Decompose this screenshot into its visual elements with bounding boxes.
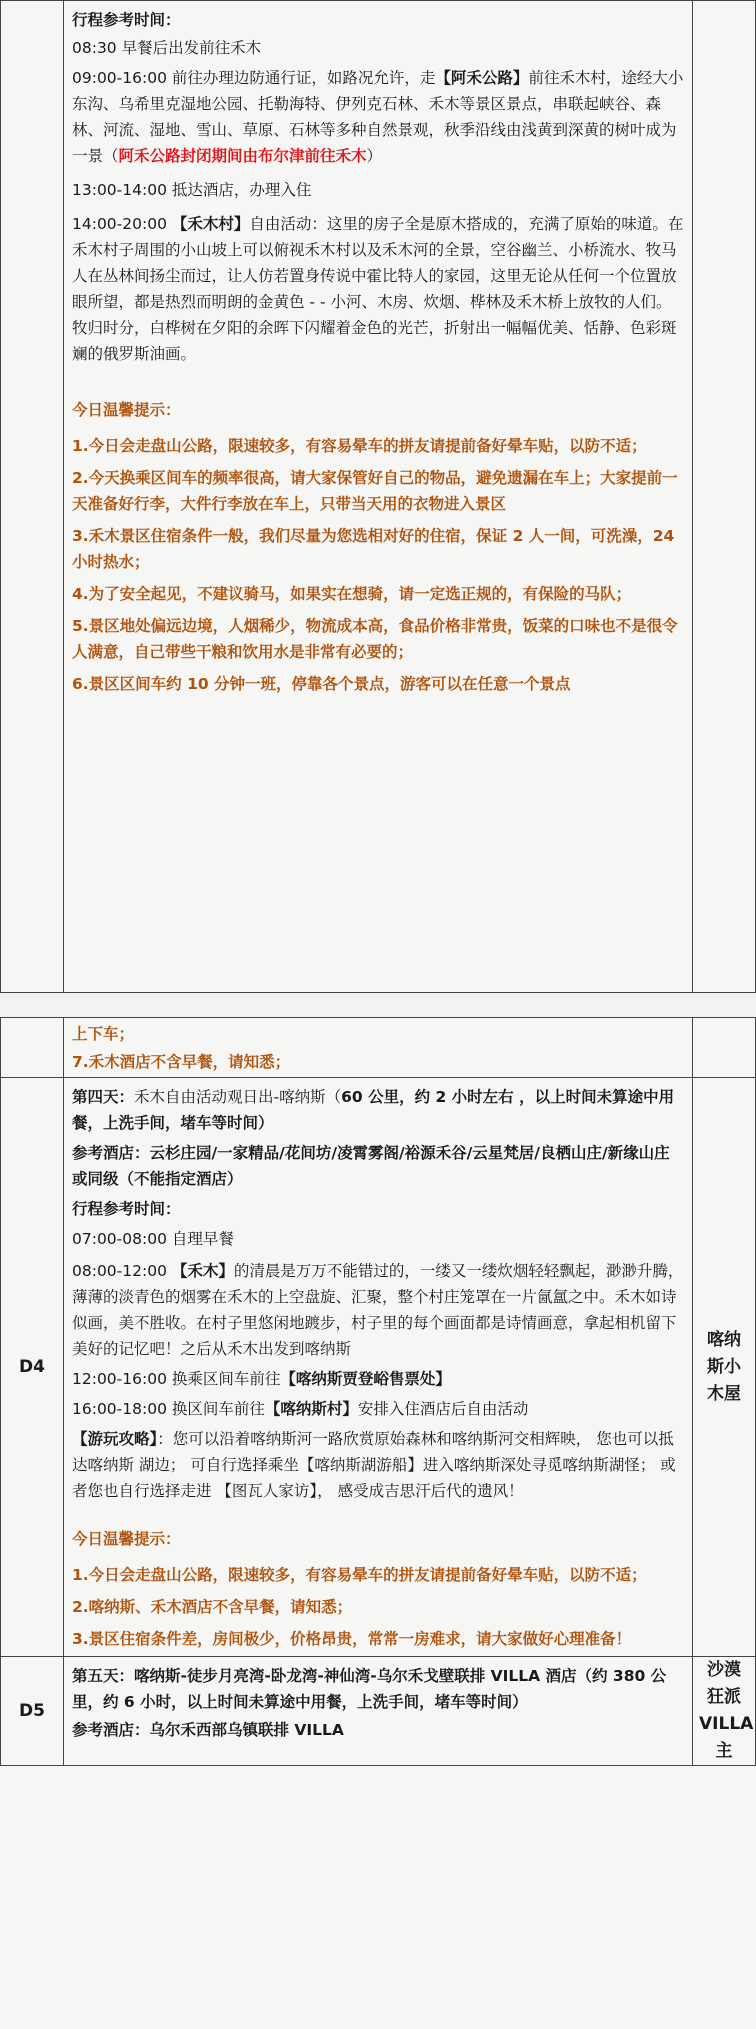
place-name: 【喀纳斯村】 [264, 1400, 358, 1418]
hotel-d4: 喀纳斯小木屋 [693, 1078, 756, 1657]
schedule-line-3: 13:00-14:00 抵达酒店，办理入住 [72, 181, 312, 199]
tips-section [72, 397, 684, 697]
day-title [72, 1084, 684, 1136]
hotel-cell-empty [693, 1018, 756, 1078]
schedule-line-4 [72, 1396, 684, 1422]
content-cell [64, 1, 693, 993]
itinerary-table-2 [0, 1017, 756, 1766]
schedule-line-4 [72, 211, 684, 367]
text: 第四天： [72, 1088, 135, 1106]
schedule-line-1: 07:00-08:00 自理早餐 [72, 1230, 234, 1248]
text: 16:00-18:00 换区间车前往 [72, 1400, 265, 1418]
content-cell-d5 [64, 1657, 693, 1766]
tip-item: 上下车； [72, 1025, 135, 1043]
tips-title: 今日温馨提示： [72, 1530, 181, 1548]
day-label-d4: D4 [1, 1078, 64, 1657]
text: 的清晨是万万不能错过的，一缕又一缕炊烟轻轻飘起，渺渺升腾，薄薄的淡青色的烟雾在禾木的上空盘旋、汇聚，整个村庄笼罩在一片氤氲之中。禾木如诗似画，美不胜收。在村子里悠闲地踱步，村子里的每个画面都是诗情画意，拿起相机留下美好的记忆吧！之后从禾木出发到喀纳斯 [72, 1262, 684, 1358]
text: 12:00-16:00 换乘区间车前往 [72, 1370, 281, 1388]
tip-item: 1.今日会走盘山公路，限速较多，有容易晕车的拼友请提前备好晕车贴，以防不适； [72, 437, 647, 455]
itinerary-block-2 [0, 1017, 756, 2029]
text: 09:00-16:00 前往办理边防通行证，如路况允许，走 [72, 69, 436, 87]
schedule-title: 行程参考时间： [72, 11, 181, 29]
tip-item: 7.禾木酒店不含早餐，请知悉； [72, 1053, 291, 1071]
schedule-line-2 [72, 65, 684, 169]
itinerary-table-1 [0, 0, 756, 993]
place-name: 【禾木村】 [171, 215, 250, 233]
text: 60 公里，约 2 小时左右 ，以上时间未算途中用餐，上洗手间，堵车等时间） [72, 1088, 675, 1132]
tips-label: 【游玩攻略】 [72, 1430, 158, 1448]
text: ：您可以沿着喀纳斯河一路欣赏原始森林和喀纳斯河交相辉映， 您也可以抵达喀纳斯 湖边； 可自行选择乘坐【喀纳斯湖游船】进入喀纳斯深处寻觅喀纳斯湖怪； 或者您也自行选择走进 【图瓦人家访】， 感受成吉思汗后代的遗风！ [72, 1430, 676, 1500]
tip-item: 5.景区地处偏远边境，人烟稀少，物流成本高，食品价格非常贵，饭菜的口味也不是很令人满意，自己带些干粮和饮用水是非常有必要的； [72, 617, 678, 661]
text: ） [366, 147, 383, 165]
tip-item: 2.今天换乘区间车的频率很高，请大家保管好自己的物品，避免遗漏在车上；大家提前一天准备好行李，大件行李放在车上，只带当天用的衣物进入景区 [72, 469, 678, 513]
place-name: 【禾木】 [171, 1262, 234, 1280]
schedule-line-3 [72, 1366, 684, 1392]
road-name: 【阿禾公路】 [435, 69, 529, 87]
day-cell-empty [1, 1018, 64, 1078]
day-title: 第五天：喀纳斯-徒步月亮湾-卧龙湾-神仙湾-乌尔禾戈壁联排 VILLA 酒店（约 380 公里，约 6 小时，以上时间未算途中用餐，上洗手间，堵车等时间） [72, 1667, 667, 1711]
tips-section [72, 1526, 684, 1652]
hotel-d5: 沙漠狂派VILLA 主 [693, 1657, 756, 1766]
tip-item: 2.喀纳斯、禾木酒店不含早餐，请知悉； [72, 1598, 353, 1616]
hotel-cell-empty [693, 1, 756, 993]
schedule-line-2 [72, 1258, 684, 1362]
text: 14:00-20:00 [72, 215, 172, 233]
text: 自由活动：这里的房子全是原木搭成的，充满了原始的味道。在禾木村子周围的小山坡上可以俯视禾木村以及禾木河的全景，空谷幽兰、小桥流水、牧马人在丛林间扬尘而过，让人仿若置身传说中霍比特人的家园，这里无论从任何一个位置放眼所望，都是热烈而明朗的金黄色 - - 小河、木房、炊烟、桦林及禾木桥上放牧的人们。牧归时分，白桦树在夕阳的余晖下闪耀着金色的光芒，折射出一幅幅优美、恬静、色彩斑斓的俄罗斯油画。 [72, 215, 684, 363]
tip-item: 3.景区住宿条件差，房间极少，价格昂贵，常常一房难求，请大家做好心理准备！ [72, 1630, 632, 1648]
tip-item: 4.为了安全起见，不建议骑马，如果实在想骑，请一定选正规的，有保险的马队； [72, 585, 632, 603]
day-label-d5: D5 [1, 1657, 64, 1766]
tip-item: 6.景区区间车约 10 分钟一班，停靠各个景点，游客可以在任意一个景点 [72, 675, 571, 693]
content-cell-d4 [64, 1078, 693, 1657]
text: 08:00-12:00 [72, 1262, 172, 1280]
road-closure-note: 阿禾公路封闭期间由布尔津前往禾木 [118, 147, 367, 165]
tips-title: 今日温馨提示： [72, 401, 181, 419]
travel-tips [72, 1426, 684, 1504]
tip-item: 1.今日会走盘山公路，限速较多，有容易晕车的拼友请提前备好晕车贴，以防不适； [72, 1566, 647, 1584]
itinerary-block-1 [0, 0, 756, 993]
reference-hotel: 参考酒店：乌尔禾西部乌镇联排 VILLA [72, 1721, 344, 1739]
reference-hotel: 参考酒店：云杉庄园/一家精品/花间坊/凌霄雾阁/裕源禾谷/云星梵居/良栖山庄/新缘山庄 或同级（不能指定酒店） [72, 1144, 670, 1188]
schedule-line-1: 08:30 早餐后出发前往禾木 [72, 39, 262, 57]
text: 安排入住酒店后自由活动 [357, 1400, 529, 1418]
schedule-title: 行程参考时间： [72, 1200, 181, 1218]
content-cell [64, 1018, 693, 1078]
day-cell-empty [1, 1, 64, 993]
tip-item: 3.禾木景区住宿条件一般，我们尽量为您选相对好的住宿，保证 2 人一间，可洗澡，24 小时热水； [72, 527, 675, 571]
text: 禾木自由活动观日出-喀纳斯（ [134, 1088, 342, 1106]
place-name: 【喀纳斯贾登峪售票处】 [280, 1370, 451, 1388]
text: 前往禾木村，途经大小东沟、乌希里克湿地公园、托勒海特、伊列克石林、禾木等景区景点，串联起峡谷、森林、河流、湿地、雪山、草原、石林等多种自然景观，秋季沿线由浅黄到深黄的树叶成为一景（ [72, 69, 684, 165]
